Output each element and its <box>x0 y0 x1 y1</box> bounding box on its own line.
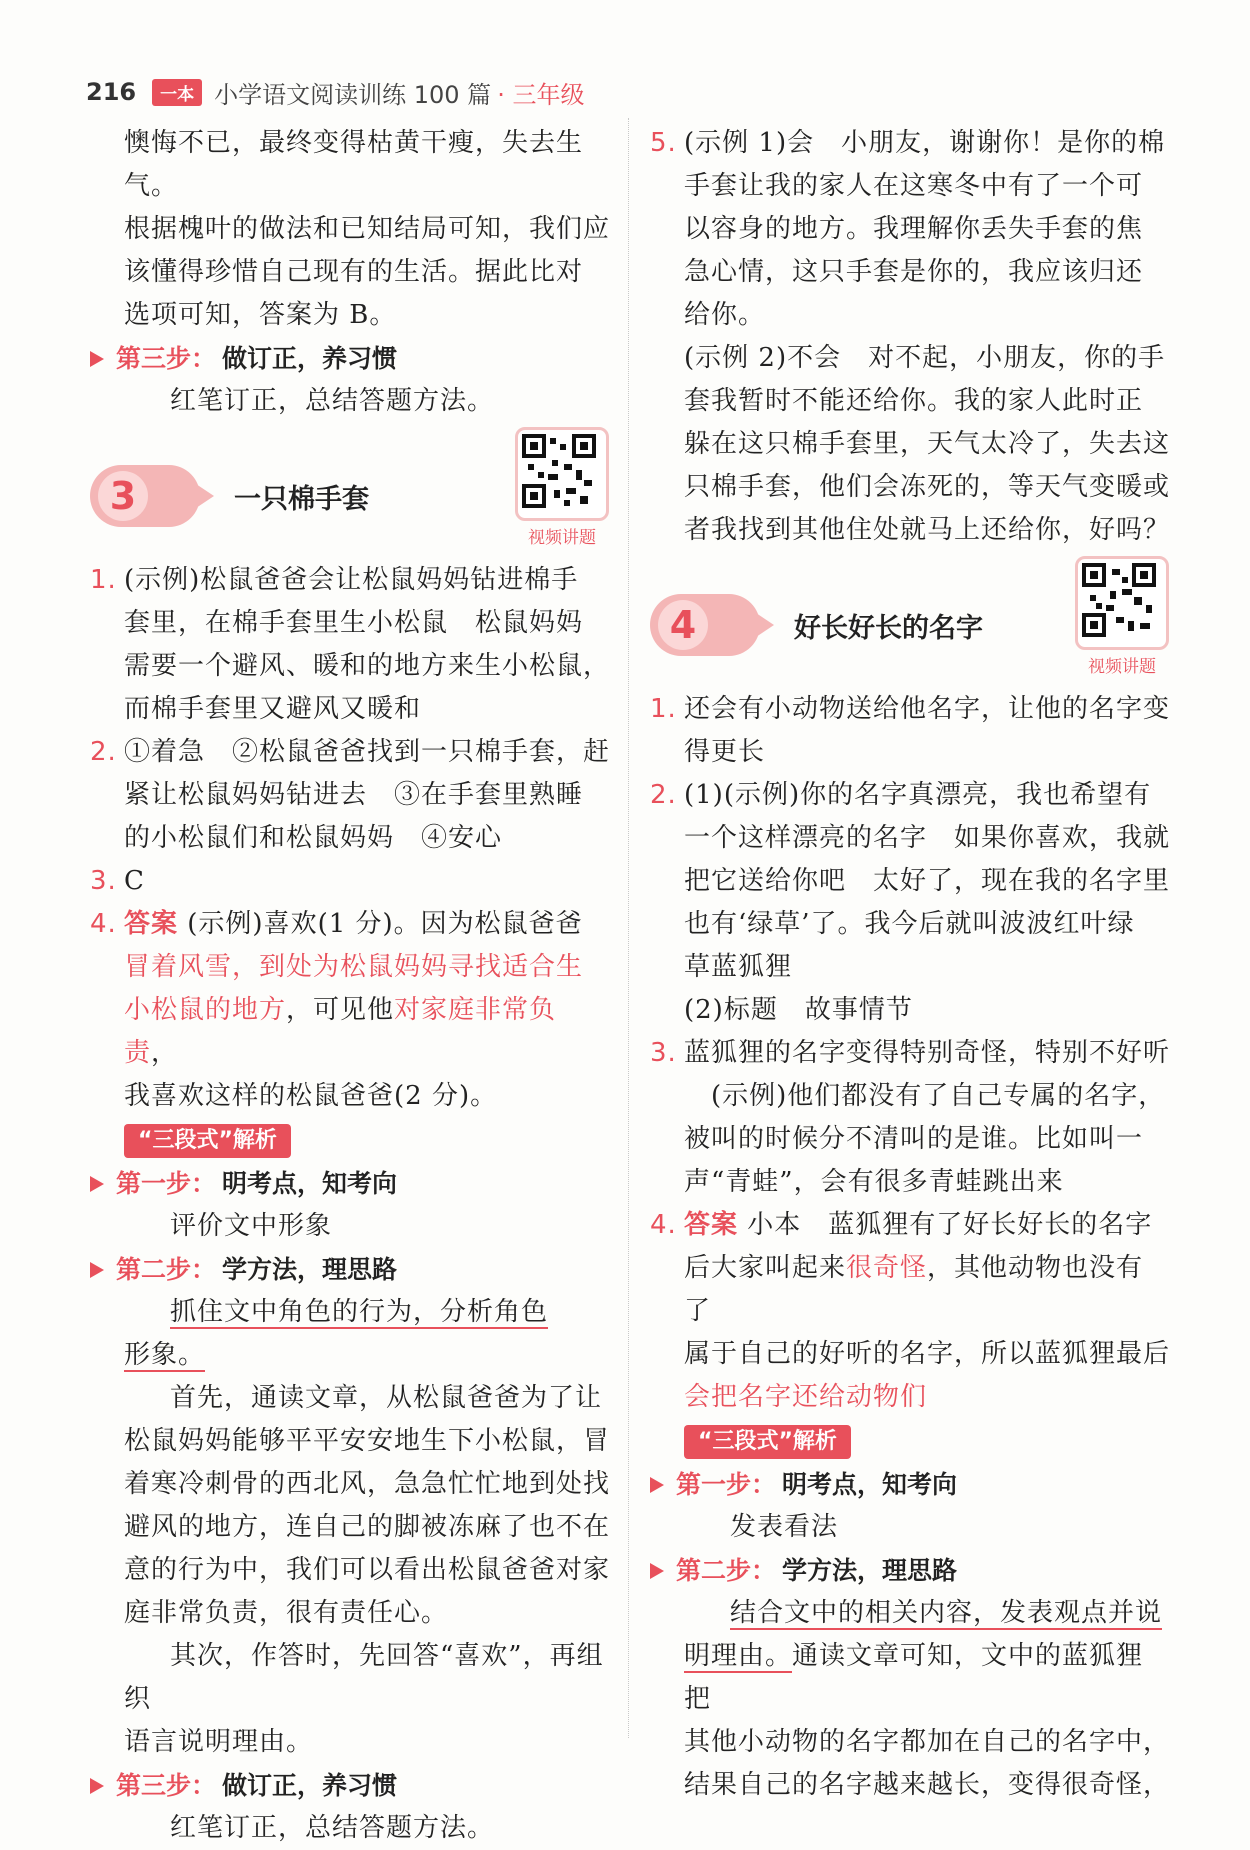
text-line: 还会有小动物送给他名字，让他的名字变 <box>684 694 1171 724</box>
text-line: 者我找到其他住处就马上还给你，好吗？ <box>684 515 1171 545</box>
step2-text <box>90 1291 610 1764</box>
question-3 <box>650 1032 1170 1204</box>
qr-code-icon[interactable] <box>1075 556 1169 650</box>
text-line: 被叫的时候分不清叫的是谁。比如叫一 <box>684 1124 1144 1154</box>
step3-heading <box>90 337 610 380</box>
qr-label: 视频讲题 <box>528 528 596 548</box>
text-line: 语言说明理由。 <box>124 1727 314 1757</box>
text-line: 结果自己的名字越来越长，变得很奇怪， <box>684 1770 1171 1800</box>
text-line: 属于自己的好听的名字，所以蓝狐狸最后 <box>684 1339 1171 1369</box>
section-title: 一只棉手套 <box>234 483 369 515</box>
qr-code-block[interactable] <box>1074 556 1170 677</box>
text-span: ，可见他 <box>286 995 395 1025</box>
text-line: 我喜欢这样的松鼠爸爸(2 分)。 <box>124 1081 498 1111</box>
text-line: 其他小动物的名字都加在自己的名字中， <box>684 1727 1171 1757</box>
section-title: 好长好长的名字 <box>794 612 983 644</box>
step-key: 第三步： <box>116 1771 217 1800</box>
text-line: 该懂得珍惜自己现有的生活。据此比对 <box>124 257 584 287</box>
text-line: 选项可知，答案为 B。 <box>124 300 397 330</box>
step1-text: 发表看法 <box>730 1512 839 1542</box>
book-title: 小学语文阅读训练 100 篇 <box>214 80 492 109</box>
arrow-bullet-icon <box>650 1563 664 1579</box>
underlined-text: 明理由。 <box>684 1641 793 1671</box>
grade-label: · 三年级 <box>497 80 585 109</box>
qr-code-block[interactable] <box>514 427 610 548</box>
text-line: 根据槐叶的做法和已知结局可知，我们应 <box>124 214 611 244</box>
text-line: 意的行为中，我们可以看出松鼠爸爸对家 <box>124 1555 611 1585</box>
question-number: 1. <box>650 694 677 724</box>
question-number: 4. <box>90 909 117 939</box>
question-number: 5. <box>650 128 677 158</box>
section-number: 4 <box>658 600 708 650</box>
arrow-bullet-icon <box>90 1176 104 1192</box>
step-value: 明考点，知考向 <box>782 1470 958 1499</box>
question-number: 2. <box>90 737 117 767</box>
text-line: (1)(示例)你的名字真漂亮，我也希望有 <box>684 780 1152 810</box>
highlight-text: 很奇怪 <box>846 1253 928 1283</box>
question-4 <box>90 903 610 1118</box>
step-key: 第二步： <box>116 1255 217 1284</box>
question-number: 3. <box>650 1038 677 1068</box>
text-line: (2)标题 故事情节 <box>684 995 913 1025</box>
right-column <box>650 122 1170 1807</box>
text-span: 后大家叫起来 <box>684 1253 847 1283</box>
text-line: 把它送给你吧 太好了，现在我的名字里 <box>684 866 1171 896</box>
text-line: 松鼠妈妈能够平平安安地生下小松鼠，冒 <box>124 1426 611 1456</box>
question-number: 3. <box>90 866 117 896</box>
text-line: 的小松鼠们和松鼠妈妈 ④安心 <box>124 823 503 853</box>
text-span: (示例)喜欢(1 分)。因为松鼠爸爸 <box>187 909 583 939</box>
text-line: 庭非常负责，很有责任心。 <box>124 1598 449 1628</box>
text-line: ①着急 ②松鼠爸爸找到一只棉手套，赶 <box>124 737 611 767</box>
step-value: 学方法，理思路 <box>222 1255 398 1284</box>
analysis-label: “三段式”解析 <box>684 1425 851 1459</box>
step3-text: 红笔订正，总结答题方法。 <box>170 386 495 416</box>
text-line: 躲在这只棉手套里，天气太冷了，失去这 <box>684 429 1171 459</box>
arrow-bullet-icon <box>90 351 104 367</box>
section-badge <box>90 465 200 527</box>
step-value: 做订正，养习惯 <box>222 344 398 373</box>
section-badge <box>650 594 760 656</box>
step1-heading <box>90 1162 610 1205</box>
question-1 <box>90 559 610 731</box>
text-line: 也有‘绿草’了。我今后就叫波波红叶绿 <box>684 909 1135 939</box>
text-line: 草蓝狐狸 <box>684 952 793 982</box>
text-span: ， <box>151 1038 179 1068</box>
text-line: 紧让松鼠妈妈钻进去 ③在手套里熟睡 <box>124 780 584 810</box>
badge-tip <box>196 484 214 508</box>
step-value: 明考点，知考向 <box>222 1169 398 1198</box>
arrow-bullet-icon <box>650 1477 664 1493</box>
step3-heading-b <box>90 1764 610 1807</box>
step-key: 第三步： <box>116 344 217 373</box>
question-number: 2. <box>650 780 677 810</box>
text-line: 首先，通读文章，从松鼠爸爸为了让 <box>170 1383 603 1413</box>
text-line: 蓝狐狸的名字变得特别奇怪，特别不好听 <box>684 1038 1171 1068</box>
highlight-text: 会把名字还给动物们 <box>684 1382 928 1412</box>
question-number: 1. <box>90 565 117 595</box>
text-line: (示例 2)不会 对不起，小朋友，你的手 <box>684 343 1166 373</box>
text-line: 以容身的地方。我理解你丢失手套的焦 <box>684 214 1144 244</box>
question-3 <box>90 860 610 903</box>
text-line: 懊悔不已，最终变得枯黄干瘦，失去生气。 <box>124 128 584 201</box>
text-span: 小本 蓝狐狸有了好长好长的名字 <box>747 1210 1153 1240</box>
step2-heading <box>650 1549 1170 1592</box>
qr-label: 视频讲题 <box>1088 657 1156 677</box>
qr-code-icon[interactable] <box>515 427 609 521</box>
page-number: 216 <box>86 78 137 106</box>
text-line: (示例)松鼠爸爸会让松鼠妈妈钻进棉手 <box>124 565 579 595</box>
text-span: 通读文章可知，文中的蓝狐狸把 <box>684 1641 1144 1714</box>
step1-text: 评价文中形象 <box>170 1211 333 1241</box>
step-key: 第二步： <box>676 1556 777 1585</box>
underlined-text: 抓住文中角色的行为，分析角色 <box>170 1297 549 1327</box>
text-line: 其次，作答时，先回答“喜欢”，再组织 <box>124 1641 604 1714</box>
text-span: ，其他动物也没有了 <box>684 1253 1144 1326</box>
question-number: 4. <box>650 1210 677 1240</box>
section-4-header <box>650 570 1170 680</box>
question-5 <box>650 122 1170 552</box>
question-1 <box>650 688 1170 774</box>
text-line: 一个这样漂亮的名字 如果你喜欢，我就 <box>684 823 1171 853</box>
answer-label: 答案 <box>684 1210 739 1240</box>
analysis-label: “三段式”解析 <box>124 1124 291 1158</box>
section-3-header <box>90 441 610 551</box>
text-line: 给你。 <box>684 300 766 330</box>
step2-text <box>650 1592 1170 1807</box>
text-line: 套我暂时不能还给你。我的家人此时正 <box>684 386 1144 416</box>
step3-text-b: 红笔订正，总结答题方法。 <box>170 1813 495 1843</box>
step-key: 第一步： <box>676 1470 777 1499</box>
text-line: (示例)他们都没有了自己专属的名字， <box>684 1081 1166 1111</box>
text-line: 声“青蛙”，会有很多青蛙跳出来 <box>684 1167 1064 1197</box>
arrow-bullet-icon <box>90 1778 104 1794</box>
section-number: 3 <box>98 471 148 521</box>
text-line: 套里，在棉手套里生小松鼠 松鼠妈妈 <box>124 608 584 638</box>
badge-tip <box>756 613 774 637</box>
left-column <box>90 122 610 1850</box>
text-line: 得更长 <box>684 737 766 767</box>
page-header <box>86 72 584 112</box>
highlight-text: 小松鼠的地方 <box>124 995 287 1025</box>
text-line: 需要一个避风、暖和的地方来生小松鼠， <box>124 651 611 681</box>
brand-logo: 一本 <box>152 79 202 106</box>
continuation-text <box>90 122 610 337</box>
column-divider <box>628 118 629 1738</box>
text-line: 而棉手套里又避风又暖和 <box>124 694 422 724</box>
text-line: 只棉手套，他们会冻死的，等天气变暖或 <box>684 472 1171 502</box>
step-key: 第一步： <box>116 1169 217 1198</box>
answer-label: 答案 <box>124 909 179 939</box>
highlight-text: 对家庭非常负责 <box>124 995 557 1068</box>
arrow-bullet-icon <box>90 1262 104 1278</box>
question-4 <box>650 1204 1170 1419</box>
text-line: 手套让我的家人在这寒冬中有了一个可 <box>684 171 1144 201</box>
step-value: 做订正，养习惯 <box>222 1771 398 1800</box>
step1-heading <box>650 1463 1170 1506</box>
text-line: 着寒冷刺骨的西北风，急急忙忙地到处找 <box>124 1469 611 1499</box>
text-line: 急心情，这只手套是你的，我应该归还 <box>684 257 1144 287</box>
underlined-text: 形象。 <box>124 1340 206 1370</box>
text-line: (示例 1)会 小朋友，谢谢你！是你的棉 <box>684 128 1166 158</box>
step-value: 学方法，理思路 <box>782 1556 958 1585</box>
text-line: 避风的地方，连自己的脚被冻麻了也不在 <box>124 1512 611 1542</box>
answer-text: C <box>124 866 145 896</box>
underlined-text: 结合文中的相关内容，发表观点并说 <box>730 1598 1163 1628</box>
question-2 <box>90 731 610 860</box>
question-2 <box>650 774 1170 1032</box>
step2-heading <box>90 1248 610 1291</box>
highlight-text: 冒着风雪，到处为松鼠妈妈寻找适合生 <box>124 952 584 982</box>
